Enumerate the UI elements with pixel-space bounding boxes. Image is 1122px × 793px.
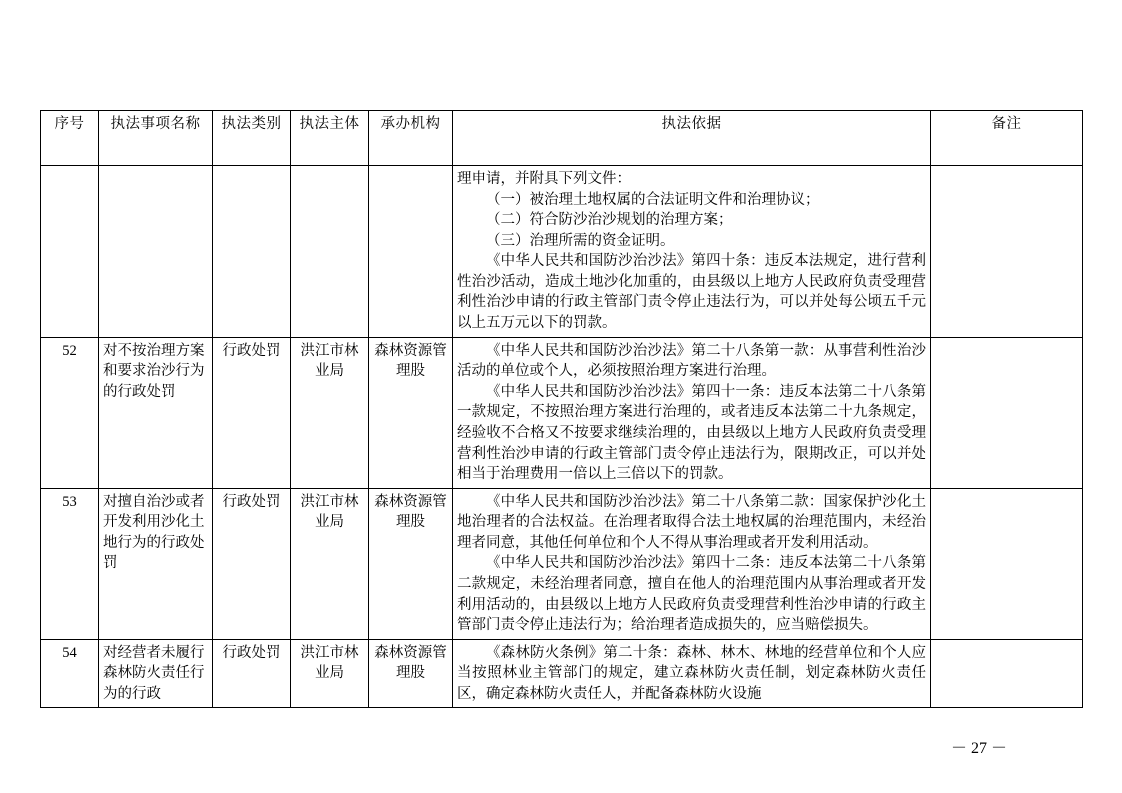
header-category: 执法类别 [213, 111, 291, 166]
cell-organ [369, 166, 453, 338]
cell-basis [453, 337, 931, 488]
cell-basis [453, 488, 931, 639]
cell-item-name [99, 166, 213, 338]
cell-item-name: 对经营者未履行森林防火责任行为的行政 [99, 639, 213, 708]
basis-line: （二）符合防沙治沙规划的治理方案； [486, 212, 733, 229]
cell-subject: 洪江市林业局 [291, 337, 369, 488]
basis-line: 《中华人民共和国防沙治沙法》第二十八条第一款：从事营利性治沙活动的单位或个人，必须按照治理方案进行治理。 [457, 342, 926, 380]
cell-item-name: 对擅自治沙或者开发利用沙化土地行为的行政处罚 [99, 488, 213, 639]
table-row [41, 639, 1083, 708]
cell-index: 52 [41, 337, 99, 488]
cell-index: 54 [41, 639, 99, 708]
basis-line: 《中华人民共和国防沙治沙法》第四十一条：违反本法第二十八条第一款规定，不按照治理方案进行治理的，或者违反本法第二十九条规定，经验收不合格又不按要求继续治理的，由县级以上地方人民政府负责受理营利性治沙申请的行政主管部门责令停止违法行为，限期改正，可以并处相当于治理费用一倍以上三倍以下的罚款。 [457, 383, 926, 483]
cell-basis [453, 639, 931, 708]
cell-basis [453, 166, 931, 338]
cell-subject [291, 166, 369, 338]
cell-category: 行政处罚 [213, 639, 291, 708]
cell-index [41, 166, 99, 338]
cell-category [213, 166, 291, 338]
table-body [41, 166, 1083, 708]
basis-line: 《中华人民共和国防沙治沙法》第四十二条：违反本法第二十八条第二款规定，未经治理者同意，擅自在他人的治理范围内从事治理或者开发利用活动的，由县级以上地方人民政府负责受理营利性治沙申请的行政主管部门责令停止违法行为；给治理者造成损失的，应当赔偿损失。 [457, 555, 926, 634]
table-row [41, 337, 1083, 488]
cell-remark [931, 166, 1083, 338]
cell-remark [931, 639, 1083, 708]
header-index: 序号 [41, 111, 99, 166]
cell-subject: 洪江市林业局 [291, 639, 369, 708]
header-remark: 备注 [931, 111, 1083, 166]
basis-line: （三）治理所需的资金证明。 [486, 232, 675, 249]
cell-organ: 森林资源管理股 [369, 337, 453, 488]
header-subject: 执法主体 [291, 111, 369, 166]
table-header-row [41, 111, 1083, 166]
basis-line: 《森林防火条例》第二十条：森林、林木、林地的经营单位和个人应当按照林业主管部门的规定，建立森林防火责任制，划定森林防火责任区，确定森林防火责任人，并配备森林防火设施 [457, 644, 926, 702]
header-basis: 执法依据 [453, 111, 931, 166]
cell-organ: 森林资源管理股 [369, 488, 453, 639]
header-item-name: 执法事项名称 [99, 111, 213, 166]
cell-item-name: 对不按治理方案和要求治沙行为的行政处罚 [99, 337, 213, 488]
basis-line: 理申请，并附具下列文件： [457, 171, 631, 187]
cell-remark [931, 337, 1083, 488]
cell-category: 行政处罚 [213, 337, 291, 488]
enforcement-table [40, 110, 1083, 708]
table-row [41, 166, 1083, 338]
cell-organ: 森林资源管理股 [369, 639, 453, 708]
basis-line: （一）被治理土地权属的合法证明文件和治理协议； [486, 191, 820, 208]
basis-line: 《中华人民共和国防沙治沙法》第二十八条第二款：国家保护沙化土地治理者的合法权益。在治理者取得合法土地权属的治理范围内，未经治理者同意，其他任何单位和个人不得从事治理或者开发利用活动。 [457, 493, 926, 551]
cell-index: 53 [41, 488, 99, 639]
enforcement-table-container [40, 110, 1082, 708]
cell-category: 行政处罚 [213, 488, 291, 639]
cell-remark [931, 488, 1083, 639]
header-organ: 承办机构 [369, 111, 453, 166]
table-row [41, 488, 1083, 639]
page-number: － 27 － [950, 740, 1007, 757]
cell-subject: 洪江市林业局 [291, 488, 369, 639]
table-header [41, 111, 1083, 166]
basis-line: 《中华人民共和国防沙治沙法》第四十条：违反本法规定，进行营利性治沙活动，造成土地沙化加重的，由县级以上地方人民政府负责受理营利性治沙申请的行政主管部门责令停止违法行为，可以并处每公顷五千元以上五万元以下的罚款。 [457, 253, 926, 332]
